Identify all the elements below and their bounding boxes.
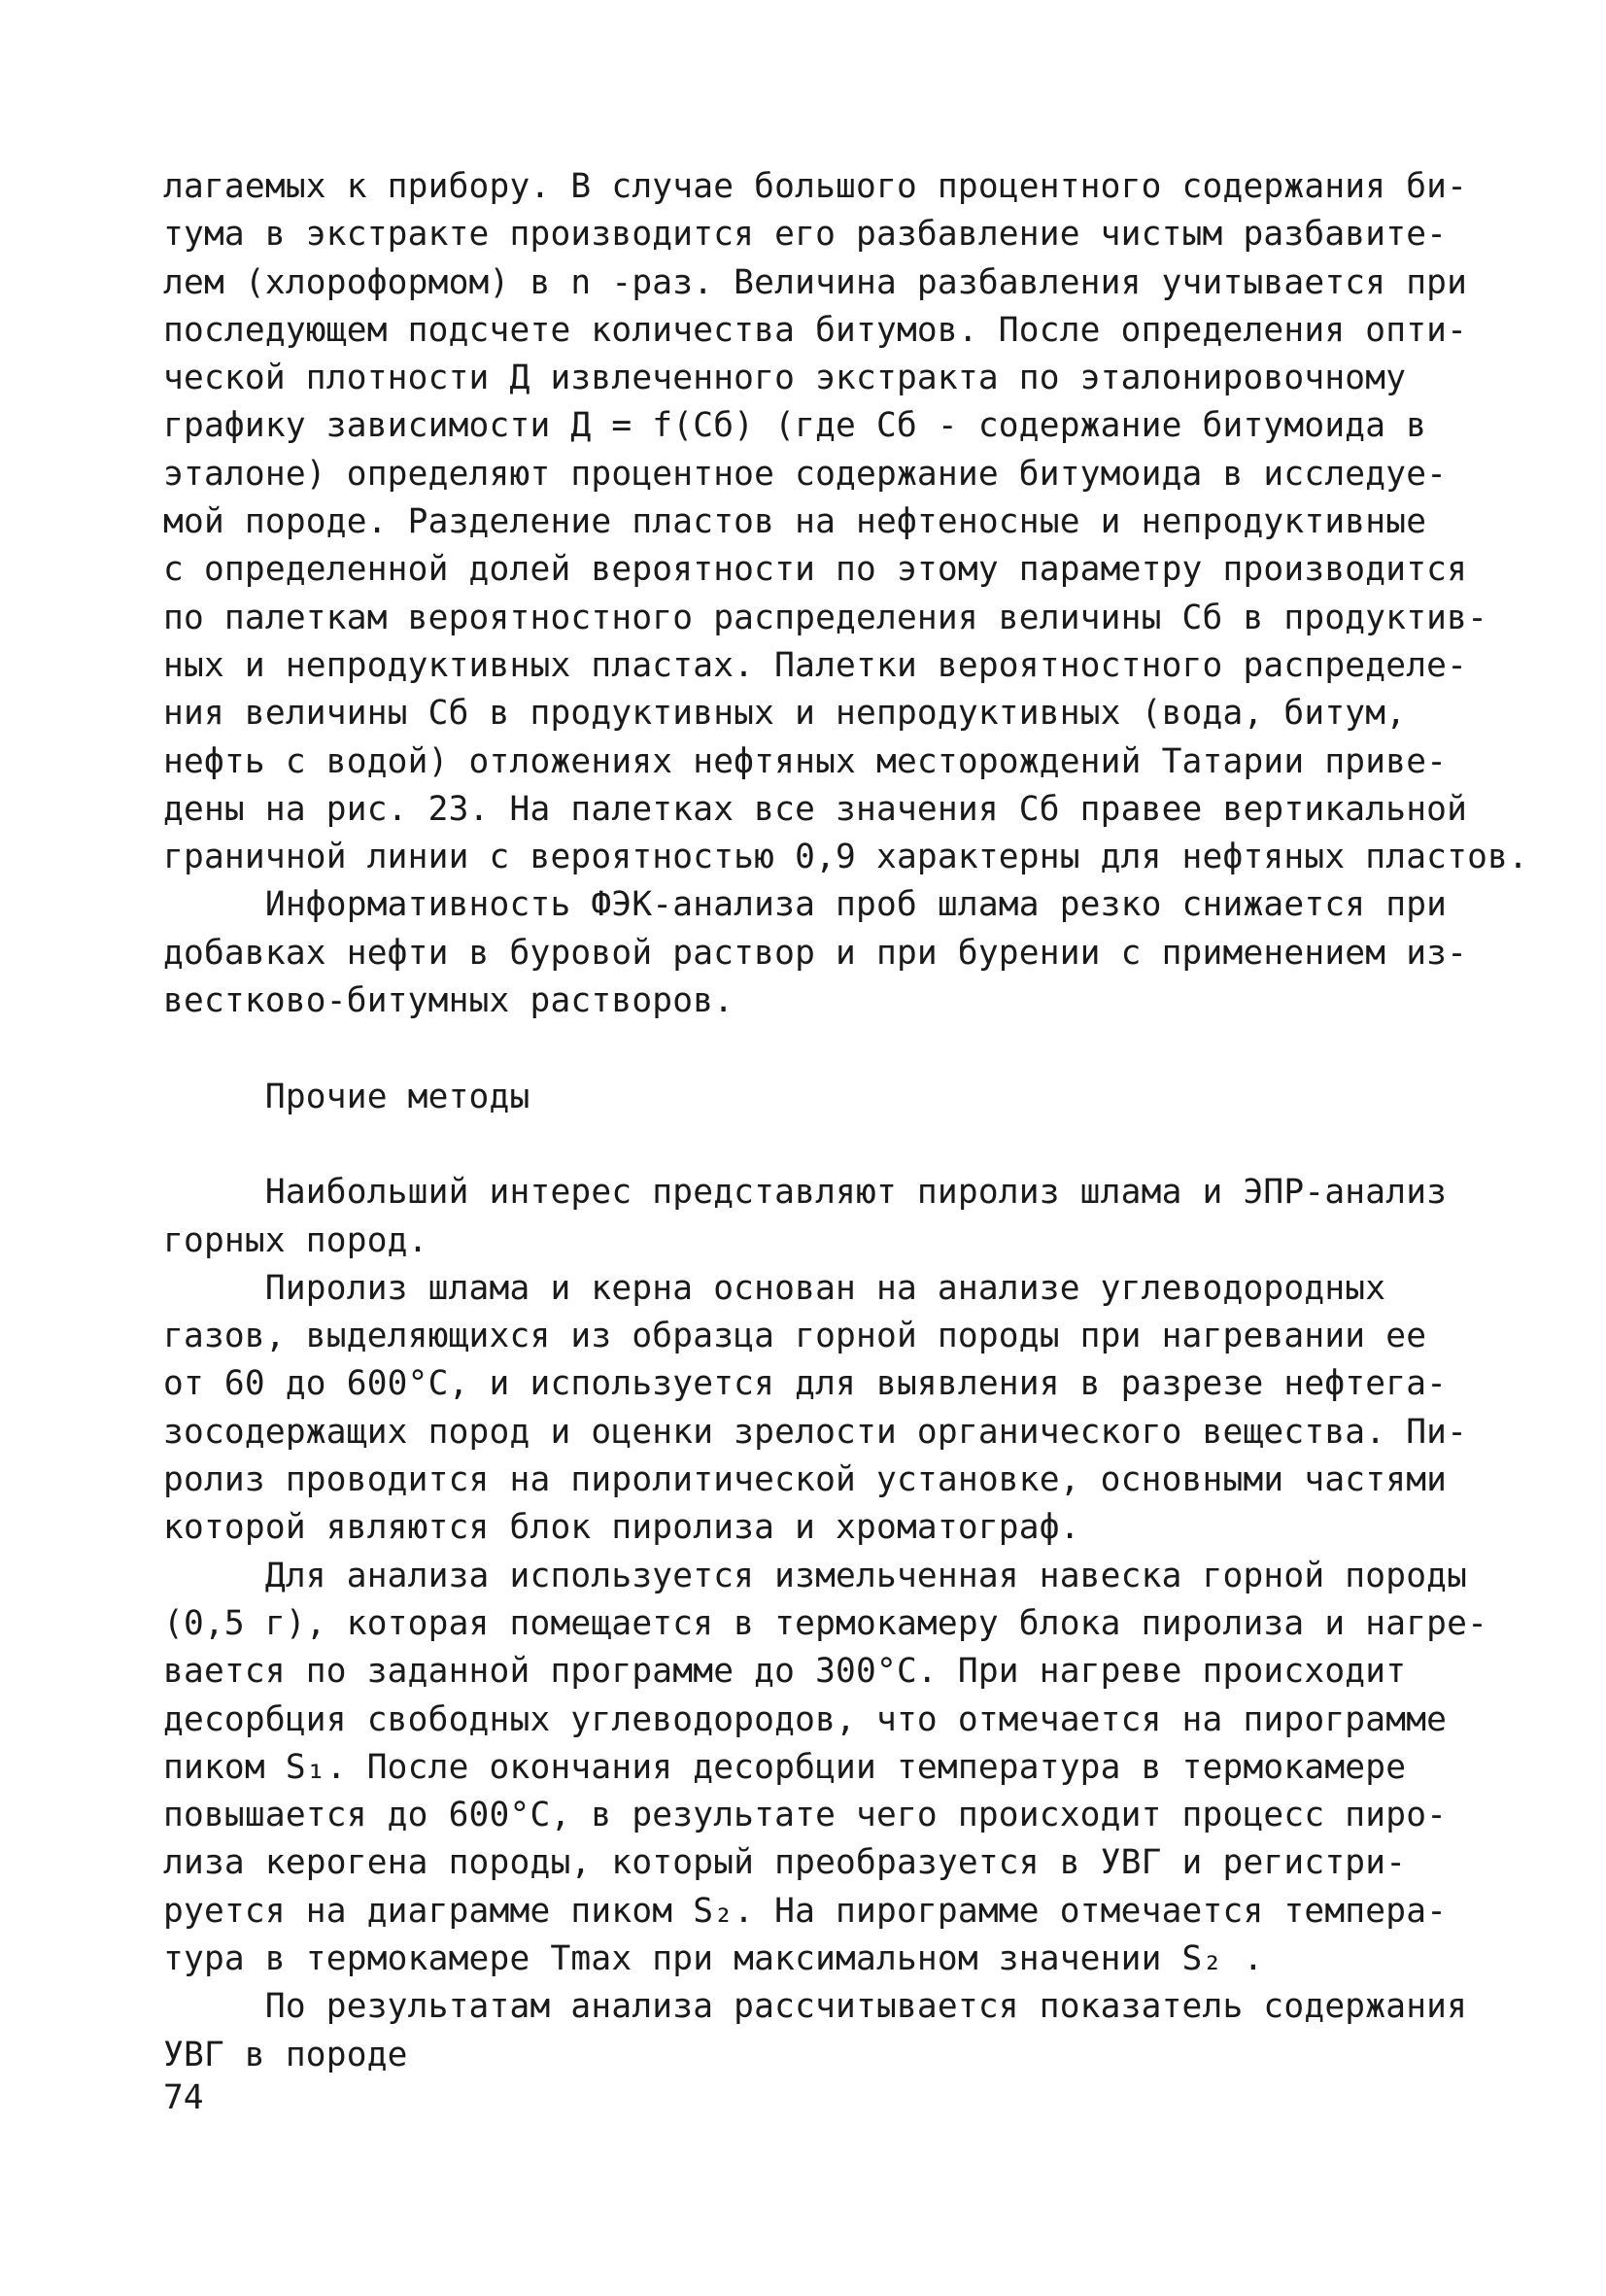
text-line: Информативность ФЭК-анализа проб шлама резко снижается при xyxy=(163,885,1448,925)
text-line: ных и непродуктивных пластах. Палетки вероятностного распределе- xyxy=(163,645,1468,685)
text-line: пиком S₁. После окончания десорбции температура в термокамере xyxy=(163,1747,1407,1787)
text-line: с определенной долей вероятности по этому параметру производится xyxy=(163,550,1468,590)
text-line: По результатам анализа рассчитывается показатель содержания xyxy=(163,1987,1468,2027)
blank-line xyxy=(163,1121,1465,1169)
text-line: (0,5 г), которая помещается в термокамеру блока пиролиза и нагре- xyxy=(163,1603,1488,1643)
text-line: последующем подсчете количества битумов. После определения опти- xyxy=(163,310,1468,350)
paragraph xyxy=(163,1983,1468,2079)
text-line: УВГ в породе xyxy=(163,2035,408,2074)
section-heading: Прочие методы xyxy=(163,1077,530,1116)
text-line: ния величины Cб в продуктивных и непродуктивных (вода, битум, xyxy=(163,694,1407,734)
text-line: тума в экстракте производится его разбавление чистым разбавите- xyxy=(163,215,1448,255)
text-line: от 60 до 600°С, и используется для выявления в разрезе нефтега- xyxy=(163,1364,1448,1404)
text-line: десорбция свободных углеводородов, что отмечается на пирограмме xyxy=(163,1699,1448,1739)
text-line: тура в термокамере Tmax при максимальном значении S₂ . xyxy=(163,1938,1264,1978)
text-line: лиза керогена породы, который преобразуется в УВГ и регистри- xyxy=(163,1843,1407,1883)
text-line: графику зависимости Д = f(Cб) (где Cб - содержание битумоида в xyxy=(163,406,1427,446)
text-line: дены на рис. 23. На палетках все значения Cб правее вертикальной xyxy=(163,789,1468,829)
text-line: руется на диаграмме пиком S₂. На пирограмме отмечается темпера- xyxy=(163,1891,1448,1931)
text-line: зосодержащих пород и оценки зрелости органического вещества. Пи- xyxy=(163,1412,1468,1452)
text-line: по палеткам вероятностного распределения величины Cб в продуктив- xyxy=(163,598,1488,637)
text-line: нефть с водой) отложениях нефтяных месторождений Татарии приве- xyxy=(163,741,1448,781)
text-line: мой породе. Разделение пластов на нефтеносные и непродуктивные xyxy=(163,502,1427,542)
paragraph xyxy=(163,1265,1468,1553)
text-line: вестково-битумных растворов. xyxy=(163,981,735,1021)
text-line: лем (хлороформом) в n -раз. Величина разбавления учитывается при xyxy=(163,262,1468,302)
text-line: Пиролиз шлама и керна основан на анализе углеводородных xyxy=(163,1268,1386,1308)
text-line: Для анализа используется измельченная навеска горной породы xyxy=(163,1556,1468,1595)
text-line: которой являются блок пиролиза и хроматограф. xyxy=(163,1508,1080,1548)
paragraph xyxy=(163,1169,1465,1265)
text-line: горных пород. xyxy=(163,1220,428,1260)
text-line: лагаемых к прибору. В случае большого процентного содержания би- xyxy=(163,167,1468,206)
paragraph xyxy=(163,1553,1488,1984)
text-line: ролиз проводится на пиролитической установке, основными частями xyxy=(163,1460,1448,1500)
text-line: газов, выделяющихся из образца горной породы при нагревании ее xyxy=(163,1317,1427,1356)
page-number: 74 xyxy=(163,2078,204,2117)
text-line: эталоне) определяют процентное содержание битумоида в исследуе- xyxy=(163,454,1448,494)
body-text xyxy=(163,163,1529,2079)
text-line: Наибольший интерес представляют пиролиз шлама и ЭПР-анализ xyxy=(163,1173,1448,1213)
paragraph xyxy=(163,163,1529,881)
text-line: добавках нефти в буровой раствор и при бурении с применением из- xyxy=(163,933,1468,973)
text-line: вается по заданной программе до 300°С. При нагреве происходит xyxy=(163,1652,1407,1692)
text-line: граничной линии с вероятностью 0,9 характерны для нефтяных пластов. xyxy=(163,838,1529,877)
blank-line xyxy=(163,1025,1465,1073)
text-line: ческой плотности Д извлеченного экстракта по эталонировочному xyxy=(163,359,1407,398)
paragraph xyxy=(163,881,1468,1025)
text-line: повышается до 600°С, в результате чего происходит процесс пиро- xyxy=(163,1796,1448,1835)
